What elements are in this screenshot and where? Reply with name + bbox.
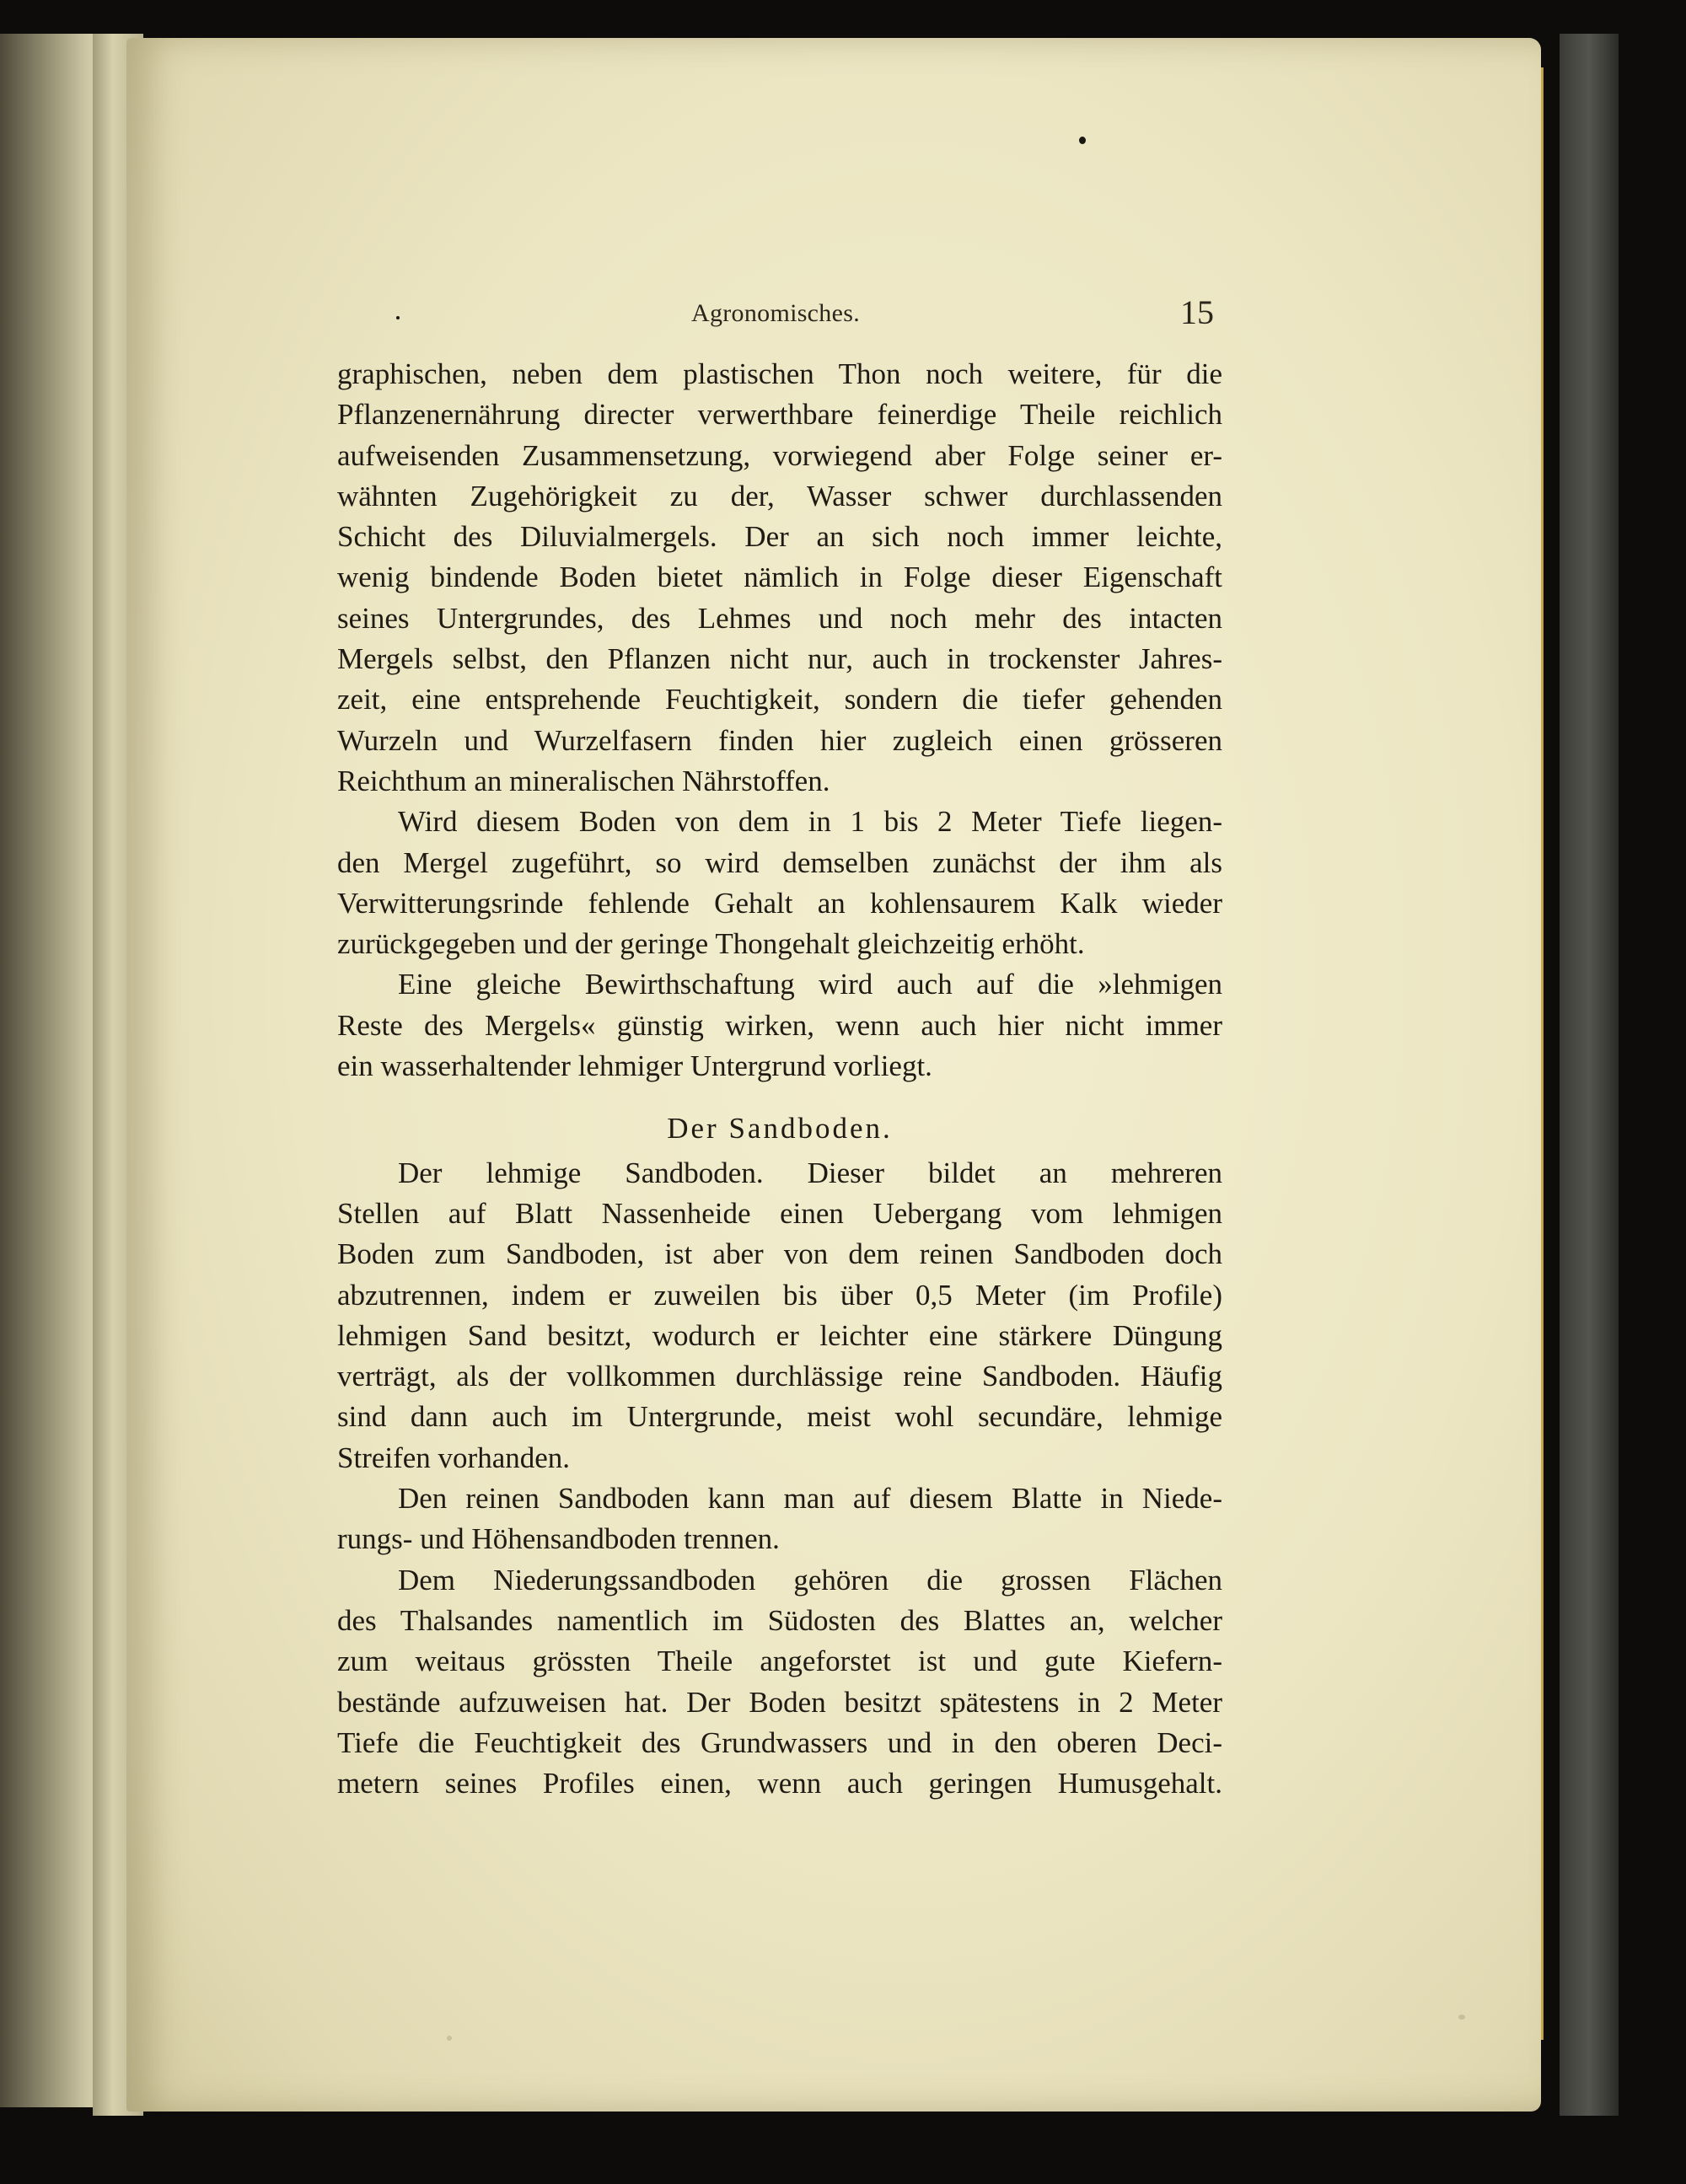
text-line: seines Untergrundes, des Lehmes und noch mehr des intacten — [337, 601, 1222, 635]
text-line: rungs- und Höhensandboden trennen. — [337, 1522, 780, 1556]
text-line: Schicht des Diluvialmergels. Der an sich noch immer leichte, — [337, 520, 1222, 554]
text-line: Der lehmige Sandboden. Dieser bildet an mehreren — [398, 1156, 1222, 1189]
paper-speck — [447, 2036, 452, 2041]
text-line: abzutrennen, indem er zuweilen bis über 0,5 Meter (im Profile) — [337, 1278, 1222, 1312]
text-line: Dem Niederungssandboden gehören die grossen Flächen — [398, 1563, 1222, 1596]
text-line: bestände aufzuweisen hat. Der Boden besitzt spätestens in 2 Meter — [337, 1685, 1222, 1719]
section-heading: Der Sandboden. — [667, 1112, 893, 1146]
page-header — [337, 291, 1214, 333]
text-line: Reste des Mergels« günstig wirken, wenn auch hier nicht immer — [337, 1008, 1222, 1042]
text-line: den Mergel zugeführt, so wird demselben zunächst der ihm als — [337, 845, 1222, 879]
text-line: Reichthum an mineralischen Nährstoffen. — [337, 764, 830, 797]
text-line: metern seines Profiles einen, wenn auch geringen Humusgehalt. — [337, 1767, 1222, 1800]
text-line: verträgt, als der vollkommen durchlässige reine Sandboden. Häufig — [337, 1360, 1222, 1393]
running-head: Agronomisches. — [690, 299, 860, 327]
text-line: Boden zum Sandboden, ist aber von dem reinen Sandboden doch — [337, 1237, 1222, 1271]
text-line: zurückgegeben und der geringe Thongehalt gleichzeitig erhöht. — [337, 927, 1085, 961]
text-line: Streifen vorhanden. — [337, 1441, 571, 1474]
book-cover-edge — [1560, 34, 1619, 2116]
text-line: Mergels selbst, den Pflanzen nicht nur, auch in trockenster Jahres- — [337, 642, 1222, 676]
body-text — [337, 354, 1222, 1804]
text-line: Tiefe die Feuchtigkeit des Grundwassers und in den oberen Deci- — [337, 1725, 1222, 1759]
ink-spot — [1079, 137, 1086, 144]
paper-speck — [1458, 2015, 1465, 2020]
text-line: aufweisenden Zusammensetzung, vorwiegend aber Folge seiner er- — [337, 438, 1222, 472]
text-line: Den reinen Sandboden kann man auf diesem Blatte in Niede- — [398, 1482, 1222, 1516]
text-line: graphischen, neben dem plastischen Thon noch weitere, für die — [337, 357, 1222, 390]
text-line: wenig bindende Boden bietet nämlich in Folge dieser Eigenschaft — [337, 561, 1222, 594]
text-line: Stellen auf Blatt Nassenheide einen Uebergang vom lehmigen — [337, 1196, 1222, 1230]
text-line: Wurzeln und Wurzelfasern finden hier zugleich einen grösseren — [337, 723, 1222, 757]
text-line: zeit, eine entsprehende Feuchtigkeit, sondern die tiefer gehenden — [337, 683, 1222, 716]
text-line: lehmigen Sand besitzt, wodurch er leichter eine stärkere Düngung — [337, 1318, 1222, 1352]
text-line: Eine gleiche Bewirthschaftung wird auch auf die »lehmigen — [398, 968, 1222, 1001]
text-line: Wird diesem Boden von dem in 1 bis 2 Meter Tiefe liegen- — [398, 805, 1222, 839]
text-line: wähnten Zugehörigkeit zu der, Wasser schwer durchlassenden — [337, 479, 1222, 512]
text-line: ein wasserhaltender lehmiger Untergrund vorliegt. — [337, 1049, 932, 1083]
text-line: zum weitaus grössten Theile angeforstet ist und gute Kiefern- — [337, 1645, 1222, 1678]
text-line: sind dann auch im Untergrunde, meist wohl secundäre, lehmige — [337, 1400, 1222, 1434]
text-line: Pflanzenernährung directer verwerthbare feinerdige Theile reichlich — [337, 398, 1222, 432]
text-line: Verwitterungsrinde fehlende Gehalt an kohlensaurem Kalk wieder — [337, 886, 1222, 920]
text-line: des Thalsandes namentlich im Südosten des Blattes an, welcher — [337, 1603, 1222, 1637]
page-number: 15 — [1180, 293, 1214, 331]
